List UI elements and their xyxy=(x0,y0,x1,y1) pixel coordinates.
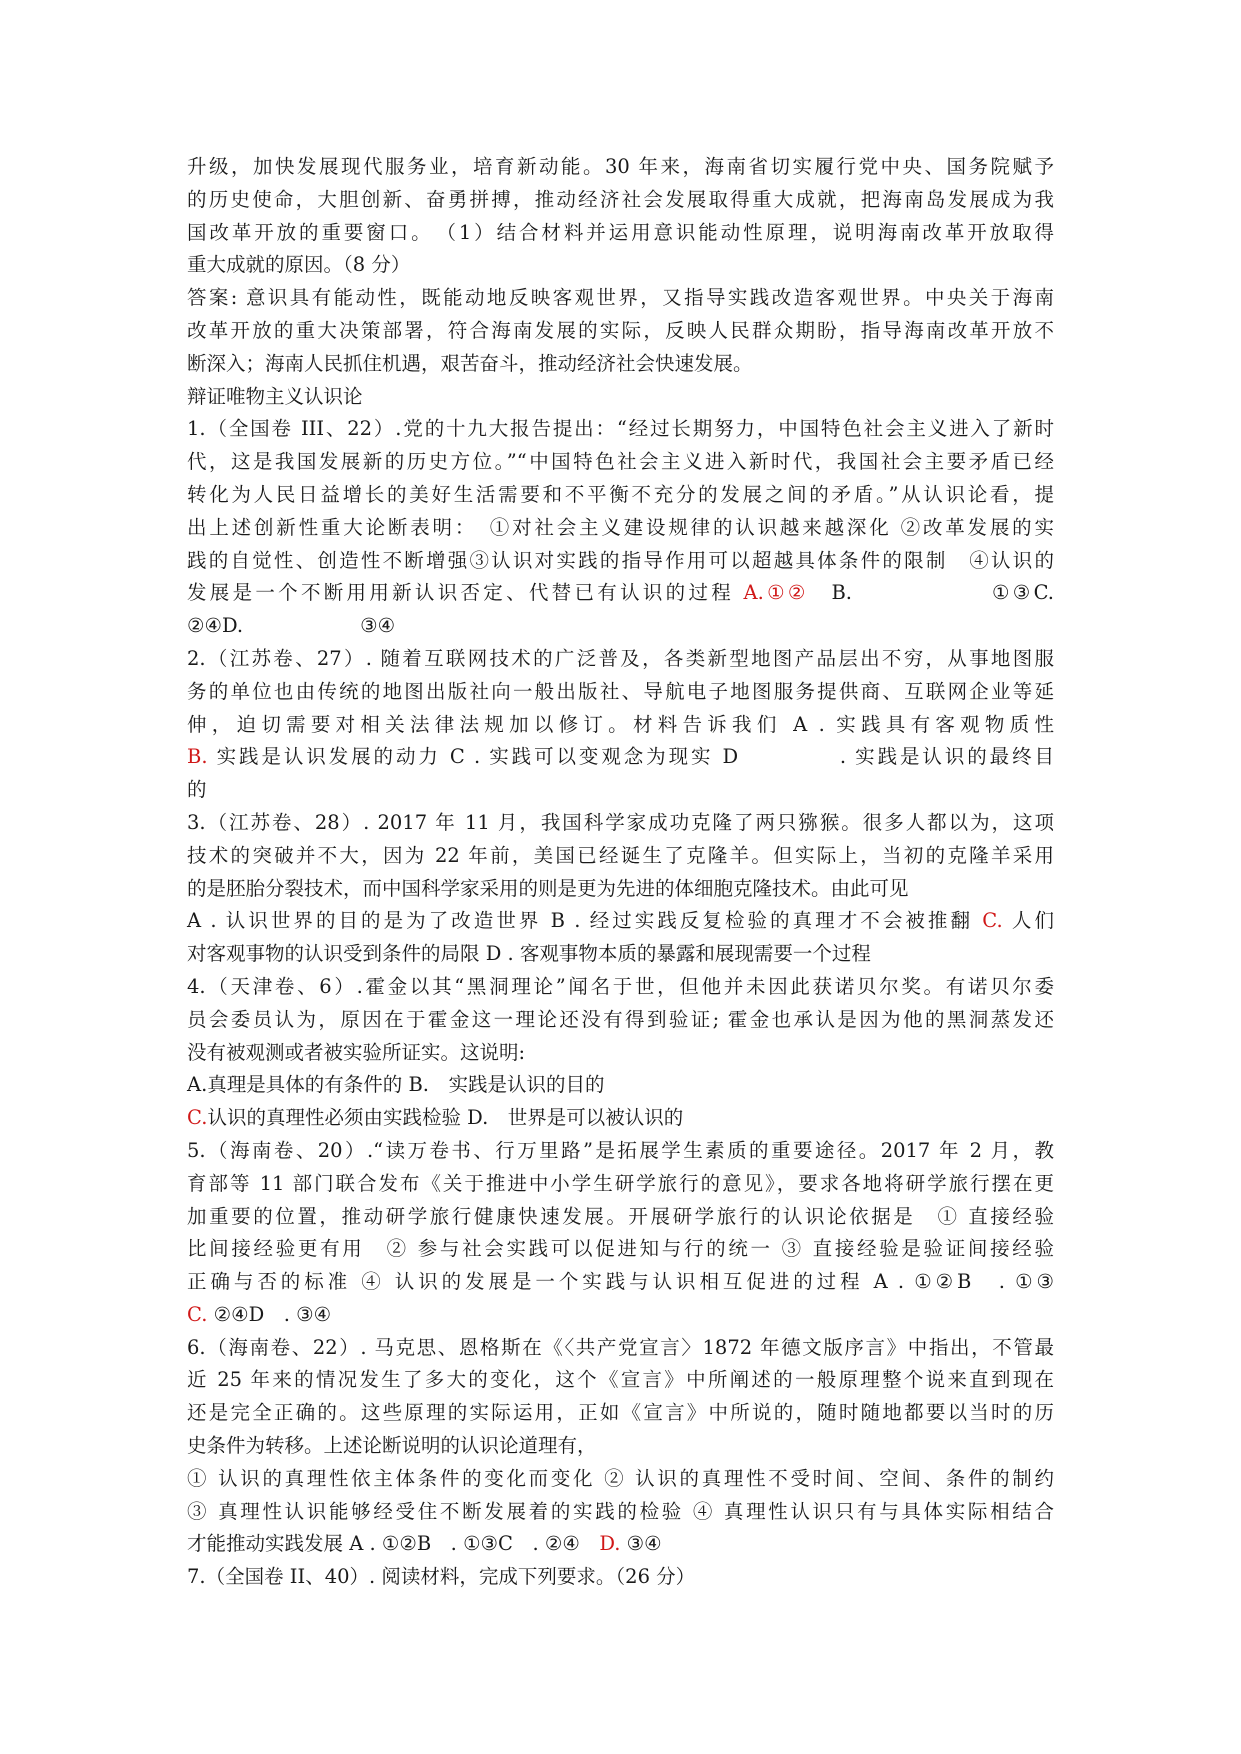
text-segment: 改革开放的重大决策部署，符合海南发展的实际，反映人民群众期盼，指导海南改革开放不 xyxy=(187,318,1054,342)
text-line xyxy=(187,381,1054,414)
text-line xyxy=(187,249,1054,282)
text-segment: 代，这是我国发展新的历史方位。”“中国特色社会主义进入新时代，我国社会主要矛盾已经 xyxy=(187,450,1054,474)
text-segment: 才能推动实践发展 A . ①②B . ①③C . ②④ xyxy=(187,1532,600,1556)
text-line xyxy=(187,577,1054,610)
text-segment: 断深入；海南人民抓住机遇，艰苦奋斗，推动经济社会快速发展。 xyxy=(187,351,753,375)
answer-highlight: C. xyxy=(187,1302,208,1326)
text-line xyxy=(187,1299,1054,1332)
text-segment: 1.（全国卷 III、22）.党的十九大报告提出：“经过长期努力，中国特色社会主义进入了新时 xyxy=(187,417,1054,441)
text-segment: 史条件为转移。上述论断说明的认识论道理有， xyxy=(187,1434,597,1458)
text-segment: A . 认识世界的目的是为了改造世界 B . 经过实践反复检验的真理才不会被推翻 xyxy=(187,909,983,933)
text-line xyxy=(187,1528,1054,1561)
text-segment: 育部等 11 部门联合发布《关于推进中小学生研学旅行的意见》，要求各地将研学旅行摆在更 xyxy=(187,1171,1054,1195)
document-body xyxy=(187,151,1054,1594)
text-line xyxy=(187,1037,1054,1070)
text-line xyxy=(187,643,1054,676)
text-line xyxy=(187,971,1054,1004)
text-line xyxy=(187,184,1054,217)
text-segment: 出上述创新性重大论断表明： ①对社会主义建设规律的认识越来越深化 ②改革发展的实 xyxy=(187,515,1054,539)
answer-highlight: C. xyxy=(982,909,1003,933)
text-segment: 5.（海南卷、20）.“读万卷书、行万里路”是拓展学生素质的重要途径。2017 年 2 月，教 xyxy=(187,1138,1054,1162)
text-line xyxy=(187,1201,1054,1234)
text-segment: 伸，迫切需要对相关法律法规加以修订。材料告诉我们 A . 实践具有客观物质性 xyxy=(187,712,1054,736)
text-segment: 发展是一个不断用用新认识否定、代替已有认识的过程 xyxy=(187,581,744,605)
text-segment: 还是完全正确的。这些原理的实际运用，正如《宣言》中所说的，随时随地都要以当时的历 xyxy=(187,1401,1054,1425)
text-line xyxy=(187,348,1054,381)
text-line xyxy=(187,905,1054,938)
text-segment: 2.（江苏卷、27）. 随着互联网技术的广泛普及，各类新型地图产品层出不穷，从事地图服 xyxy=(187,646,1054,670)
text-segment: ③ 真理性认识能够经受住不断发展着的实践的检验 ④ 真理性认识只有与具体实际相结合 xyxy=(187,1499,1054,1523)
text-segment: 6.（海南卷、22）. 马克思、恩格斯在《〈共产党宣言〉1872 年德文版序言》中指出，不管最 xyxy=(187,1335,1054,1359)
text-line xyxy=(187,676,1054,709)
text-segment: ②④D. ③④ xyxy=(187,614,396,638)
text-segment: 务的单位也由传统的地图出版社向一般出版社、导航电子地图服务提供商、互联网企业等延 xyxy=(187,679,1054,703)
text-line xyxy=(187,1364,1054,1397)
text-segment: 答案: 意识具有能动性，既能动地反映客观世界，又指导实践改造客观世界。中央关于海南 xyxy=(187,286,1054,310)
text-segment: 比间接经验更有用 ② 参与社会实践可以促进知与行的统一 ③ 直接经验是验证间接经验 xyxy=(187,1237,1054,1261)
text-line xyxy=(187,807,1054,840)
text-line xyxy=(187,610,1054,643)
text-segment: ③④ xyxy=(620,1532,662,1556)
text-segment: A.真理是具体的有条件的 B. 实践是认识的目的 xyxy=(187,1073,605,1097)
text-segment: 对客观事物的认识受到条件的局限 D . 客观事物本质的暴露和展现需要一个过程 xyxy=(187,942,871,966)
text-line xyxy=(187,479,1054,512)
text-line xyxy=(187,446,1054,479)
text-segment: 3.（江苏卷、28）. 2017 年 11 月，我国科学家成功克隆了两只猕猴。很多人都以为，这项 xyxy=(187,810,1054,834)
text-segment: 实践是认识发展的动力 C . 实践可以变观念为现实 D . 实践是认识的最终目 xyxy=(207,745,1054,769)
text-segment: ① 认识的真理性依主体条件的变化而变化 ② 认识的真理性不受时间、空间、条件的制约 xyxy=(187,1466,1054,1490)
text-line xyxy=(187,1168,1054,1201)
text-segment: 近 25 年来的情况发生了多大的变化，这个《宣言》中所阐述的一般原理整个说来直到现在 xyxy=(187,1368,1054,1392)
text-line xyxy=(187,282,1054,315)
text-line xyxy=(187,1463,1054,1496)
text-segment: 认识的真理性必须由实践检验 D. 世界是可以被认识的 xyxy=(207,1106,684,1130)
text-segment: 技术的突破并不大，因为 22 年前，美国已经诞生了克隆羊。但实际上，当初的克隆羊采用 xyxy=(187,843,1054,867)
text-segment: B. ①③C. xyxy=(808,581,1054,605)
text-line xyxy=(187,774,1054,807)
text-line xyxy=(187,151,1054,184)
text-segment: 辩证唯物主义认识论 xyxy=(187,384,363,408)
text-line xyxy=(187,741,1054,774)
text-line xyxy=(187,1496,1054,1529)
text-line xyxy=(187,1430,1054,1463)
text-line xyxy=(187,512,1054,545)
text-segment: 7.（全国卷 II、40）. 阅读材料，完成下列要求。（26 分） xyxy=(187,1565,696,1589)
text-line xyxy=(187,1561,1054,1594)
text-line xyxy=(187,1102,1054,1135)
text-line xyxy=(187,938,1054,971)
text-line xyxy=(187,1266,1054,1299)
text-segment: 正确与否的标准 ④ 认识的发展是一个实践与认识相互促进的过程 A . ①②B . ①③ xyxy=(187,1270,1054,1294)
text-segment: 转化为人民日益增长的美好生活需要和不平衡不充分的发展之间的矛盾。”从认识论看，提 xyxy=(187,482,1054,506)
text-line xyxy=(187,840,1054,873)
text-segment: 没有被观测或者被实验所证实。这说明: xyxy=(187,1040,526,1064)
text-line xyxy=(187,315,1054,348)
text-segment: 4.（天津卷、6）.霍金以其“黑洞理论”闻名于世，但他并未因此获诺贝尔奖。有诺贝尔委 xyxy=(187,974,1054,998)
answer-highlight: B. xyxy=(187,745,208,769)
text-line xyxy=(187,1069,1054,1102)
text-segment: 的历史使命，大胆创新、奋勇拼搏，推动经济社会发展取得重大成就，把海南岛发展成为我 xyxy=(187,187,1054,211)
text-line xyxy=(187,1332,1054,1365)
text-segment: 加重要的位置，推动研学旅行健康快速发展。开展研学旅行的认识论依据是 ① 直接经验 xyxy=(187,1204,1054,1228)
text-line xyxy=(187,545,1054,578)
text-line xyxy=(187,873,1054,906)
text-segment: 员会委员认为，原因在于霍金这一理论还没有得到验证; 霍金也承认是因为他的黑洞蒸发还 xyxy=(187,1007,1054,1031)
text-segment: 的是胚胎分裂技术，而中国科学家采用的则是更为先进的体细胞克隆技术。由此可见 xyxy=(187,876,909,900)
answer-highlight: C. xyxy=(187,1106,208,1130)
text-segment: 人们 xyxy=(1002,909,1054,933)
text-segment: 重大成就的原因。（8 分） xyxy=(187,253,411,277)
text-segment: 的 xyxy=(187,778,207,802)
text-line xyxy=(187,1397,1054,1430)
text-segment: 国改革开放的重要窗口。 （1）结合材料并运用意识能动性原理，说明海南改革开放取得 xyxy=(187,220,1054,244)
text-segment: 升级，加快发展现代服务业，培育新动能。30 年来，海南省切实履行党中央、国务院赋予 xyxy=(187,155,1054,178)
text-segment: 践的自觉性、创造性不断增强③认识对实践的指导作用可以超越具体条件的限制 ④认识的 xyxy=(187,548,1054,572)
text-line xyxy=(187,217,1054,250)
text-line xyxy=(187,413,1054,446)
answer-highlight: D. xyxy=(599,1532,621,1556)
answer-highlight: A.①② xyxy=(743,581,809,605)
text-line xyxy=(187,1135,1054,1168)
text-segment: ②④D . ③④ xyxy=(207,1302,332,1326)
text-line xyxy=(187,1233,1054,1266)
text-line xyxy=(187,709,1054,742)
text-line xyxy=(187,1004,1054,1037)
